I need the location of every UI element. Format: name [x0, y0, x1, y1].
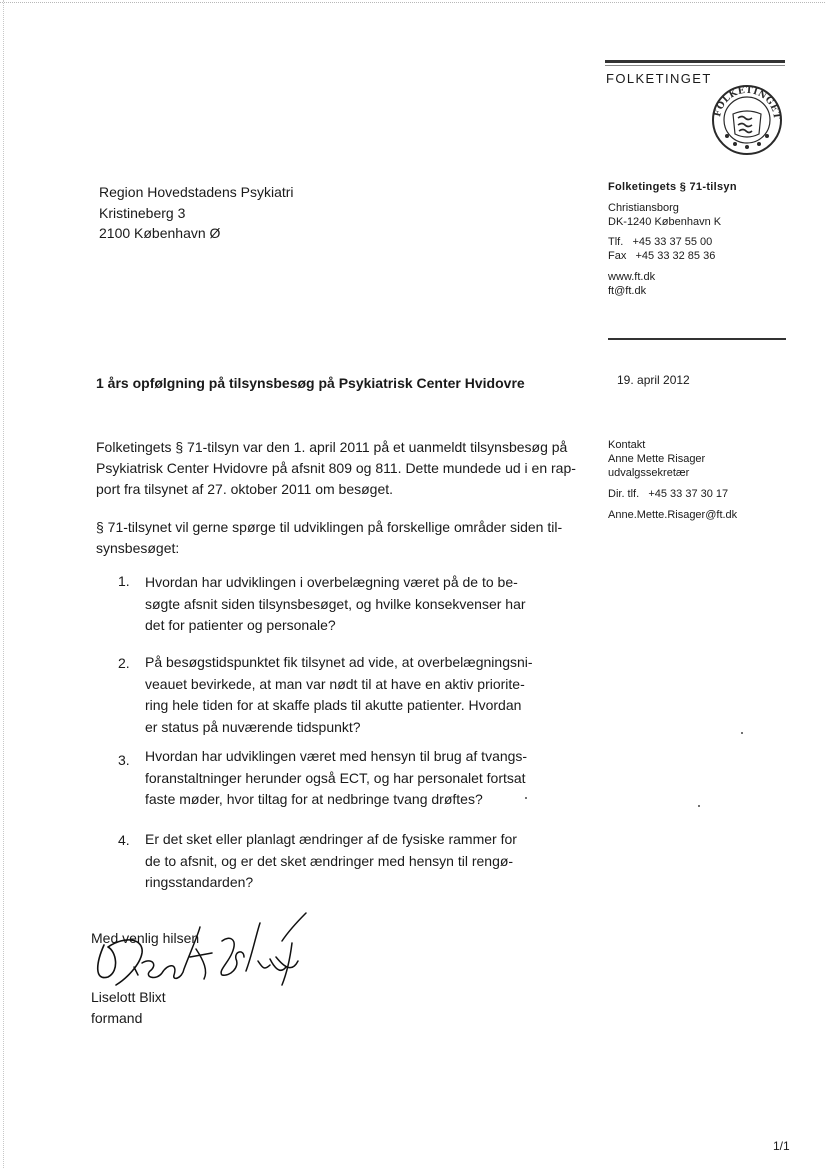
question-item: [145, 746, 527, 811]
sender-address: [608, 201, 721, 229]
sender-web-link[interactable]: www.ft.dk: [608, 271, 656, 283]
signer-title: formand: [91, 1010, 143, 1026]
svg-text:FOLKETINGET: FOLKETINGET: [713, 85, 782, 121]
contact-name: Anne Mette Risager: [608, 453, 706, 465]
sender-address-line: Christiansborg: [608, 202, 679, 214]
question-number: 1.: [118, 573, 130, 589]
question-item: [145, 572, 526, 637]
contact-block: [608, 438, 737, 522]
sidebar-divider: [608, 338, 786, 340]
question-number: 3.: [118, 752, 130, 768]
contact-email-link[interactable]: Anne.Mette.Risager@ft.dk: [608, 509, 738, 521]
sender-phone: Tlf. +45 33 37 55 00: [608, 236, 713, 248]
question-item: [145, 652, 533, 738]
closing-phrase: Med venlig hilsen: [91, 930, 200, 946]
sender-email-link[interactable]: ft@ft.dk: [608, 285, 647, 297]
recipient-line: Region Hovedstadens Psykiatri: [99, 184, 294, 200]
letterhead-rule-thin: [605, 65, 785, 66]
question-item: [145, 829, 517, 894]
signer-name: Liselott Blixt: [91, 989, 166, 1005]
recipient-address: [99, 182, 294, 244]
recipient-line: 2100 København Ø: [99, 225, 221, 241]
sender-title: Folketingets § 71-tilsyn: [608, 181, 737, 193]
question-line: På besøgstidspunktet fik tilsynet ad vide, at overbelægningsni-: [145, 654, 533, 670]
sender-phone-block: [608, 235, 715, 263]
scan-speck: [525, 797, 527, 799]
scan-edge-top: [0, 2, 825, 3]
contact-phone: Dir. tlf. +45 33 37 30 17: [608, 488, 729, 500]
scan-speck: [698, 805, 700, 807]
question-number: 4.: [118, 832, 130, 848]
body-paragraph: [96, 437, 576, 500]
question-line: søgte afsnit siden tilsynsbesøget, og hvilke konsekvenser har: [145, 595, 526, 612]
page-number: 1/1: [773, 1139, 790, 1153]
question-line: Er det sket eller planlagt ændringer af de fysiske rammer for: [145, 831, 517, 847]
question-line: faste møder, hvor tiltag for at nedbringe tvang drøftes?: [145, 791, 483, 807]
body-line: Psykiatrisk Center Hvidovre på afsnit 809 og 811. Dette mundede ud i en rap-: [96, 460, 576, 476]
contact-role: udvalgssekretær: [608, 467, 690, 479]
question-line: er status på nuværende tidspunkt?: [145, 718, 361, 735]
question-line: ringsstandarden?: [145, 874, 254, 890]
question-number: 2.: [118, 655, 130, 671]
org-name: FOLKETINGET: [606, 71, 712, 86]
letter-subject: 1 års opfølgning på tilsynsbesøg på Psykiatrisk Center Hvidovre: [96, 375, 525, 391]
body-line: port fra tilsynet af 27. oktober 2011 om besøget.: [96, 481, 394, 497]
body-paragraph: [96, 517, 562, 559]
question-line: Hvordan har udviklingen været med hensyn til brug af tvangs-: [145, 748, 528, 764]
scan-speck: [741, 732, 743, 734]
body-line: synsbesøget:: [96, 540, 180, 556]
parliament-seal-icon: [711, 84, 783, 156]
question-line: foranstaltninger herunder også ECT, og har personalet fortsat: [145, 769, 526, 786]
question-line: ring hele tiden for at skaffe plads til akutte patienter. Hvordan: [145, 697, 522, 713]
question-line: det for patienter og personale?: [145, 617, 336, 633]
letterhead-rule: [605, 60, 785, 63]
recipient-line: Kristineberg 3: [99, 204, 186, 221]
body-line: Folketingets § 71-tilsyn var den 1. april 2011 på et uanmeldt tilsynsbesøg på: [96, 439, 568, 455]
body-line: § 71-tilsynet vil gerne spørge til udviklingen på forskellige områder siden til-: [96, 519, 563, 535]
scan-edge-left: [3, 0, 4, 1168]
sender-fax: Fax +45 33 32 85 36: [608, 250, 716, 262]
signer-block: [91, 987, 166, 1029]
handwritten-signature: [86, 905, 316, 1000]
contact-label: Kontakt: [608, 439, 646, 451]
letter-date: 19. april 2012: [617, 373, 690, 387]
sender-address-line: DK-1240 København K: [608, 216, 722, 228]
question-line: veauet bevirkede, at man var nødt til at have en aktiv priorite-: [145, 675, 525, 692]
sender-web-block: [608, 270, 655, 298]
question-line: Hvordan har udviklingen i overbelægning været på de to be-: [145, 574, 518, 590]
question-line: de to afsnit, og er det sket ændringer med hensyn til rengø-: [145, 852, 514, 869]
